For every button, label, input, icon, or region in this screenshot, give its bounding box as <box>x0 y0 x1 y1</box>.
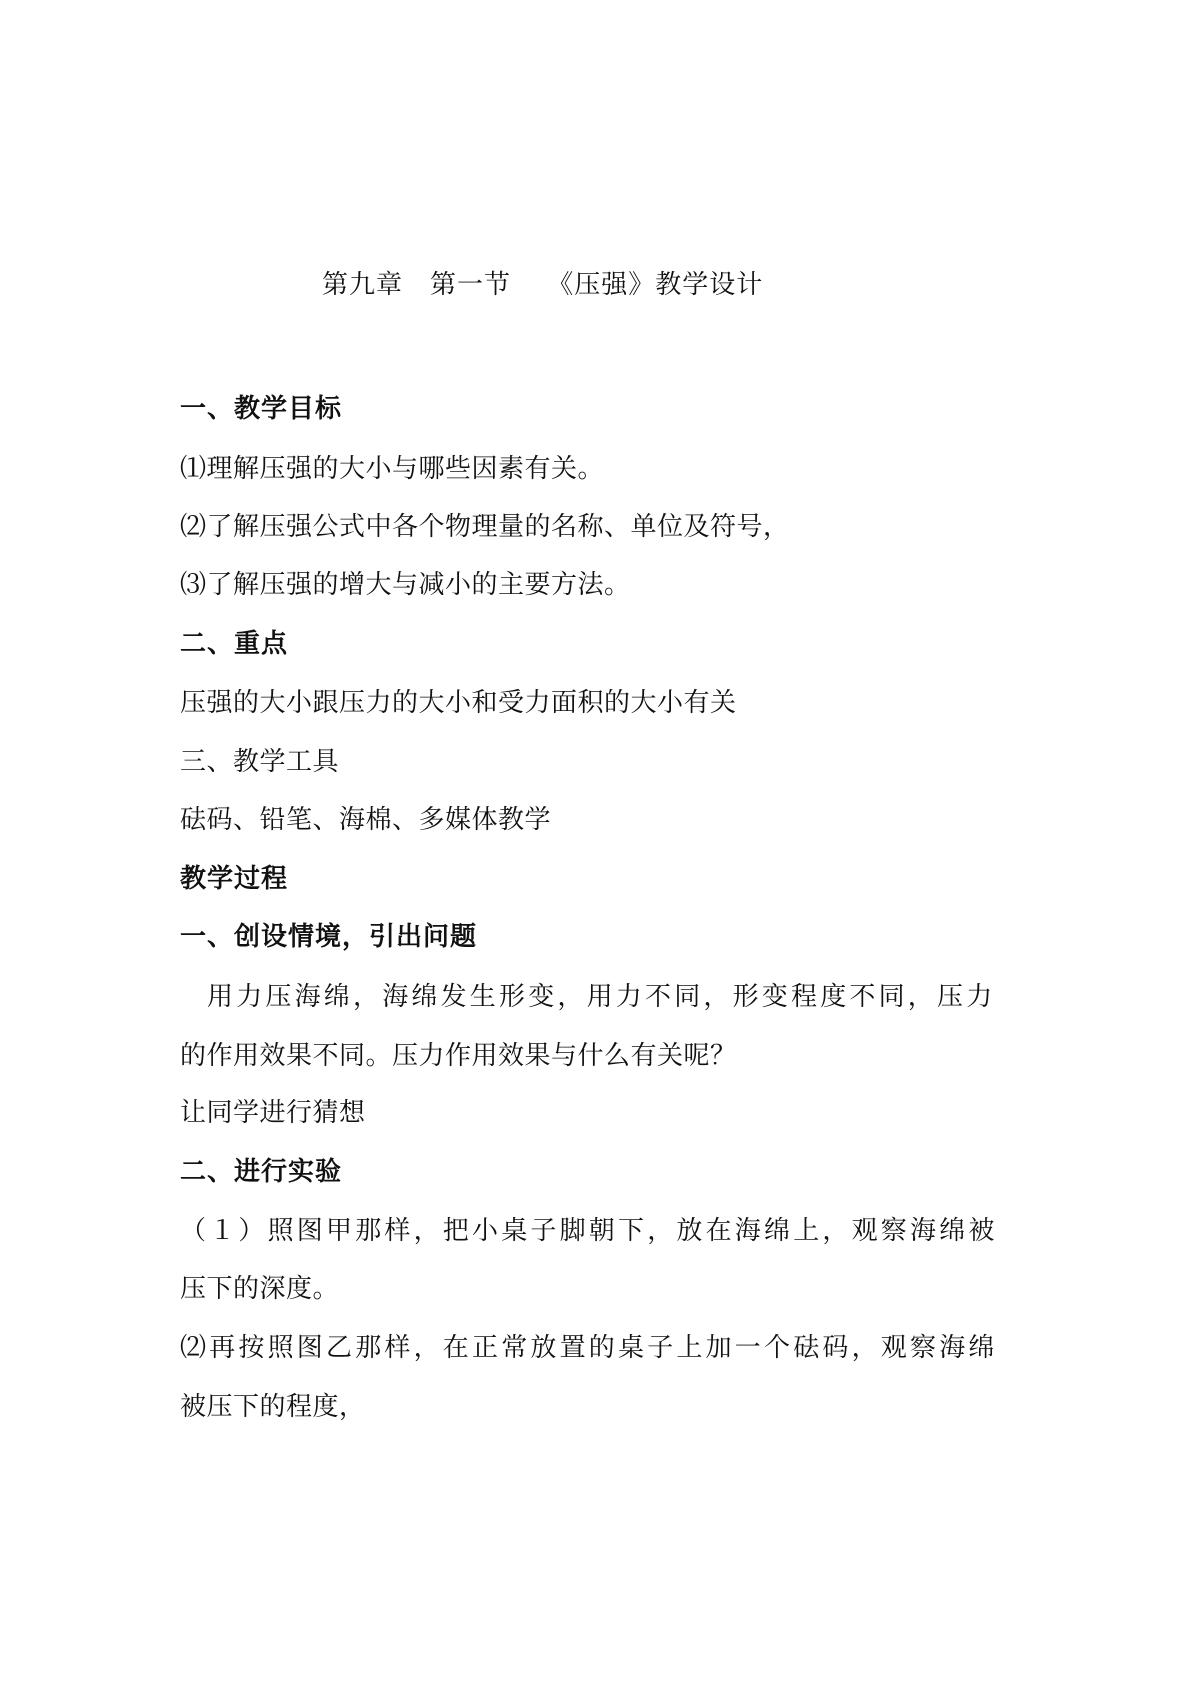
paragraph-line: 压下的深度。 <box>180 1274 340 1304</box>
tools-text: 砝码、铅笔、海棉、多媒体教学 <box>180 805 552 835</box>
document-title: 第九章 第一节 《压强》教学设计 <box>322 270 764 300</box>
objective-item-2: ⑵了解压强公式中各个物理量的名称、单位及符号， <box>180 512 790 542</box>
paragraph-line: 的作用效果不同。压力作用效果与什么有关呢？ <box>180 1041 737 1071</box>
paragraph-line: ⑵再按照图乙那样，在正常放置的桌子上加一个砝码，观察海绵 <box>180 1333 998 1363</box>
section-heading-key-points: 二、重点 <box>180 629 289 659</box>
paragraph-line: 让同学进行猜想 <box>180 1098 366 1128</box>
subsection-heading-experiment: 二、进行实验 <box>180 1157 343 1187</box>
paragraph-line: 被压下的程度， <box>180 1392 366 1422</box>
section-heading-tools: 三、教学工具 <box>180 747 340 777</box>
section-heading-objectives: 一、教学目标 <box>180 394 343 424</box>
paragraph-line: 用力压海绵，海绵发生形变，用力不同，形变程度不同，压力 <box>207 982 996 1012</box>
subsection-heading-situation: 一、创设情境，引出问题 <box>180 922 478 952</box>
objective-item-1: ⑴理解压强的大小与哪些因素有关。 <box>180 454 605 484</box>
key-point-text: 压强的大小跟压力的大小和受力面积的大小有关 <box>180 688 737 718</box>
paragraph-line: （１）照图甲那样，把小桌子脚朝下，放在海绵上，观察海绵被 <box>180 1216 998 1246</box>
objective-item-3: ⑶了解压强的增大与减小的主要方法。 <box>180 570 631 600</box>
section-heading-process: 教学过程 <box>180 864 289 894</box>
